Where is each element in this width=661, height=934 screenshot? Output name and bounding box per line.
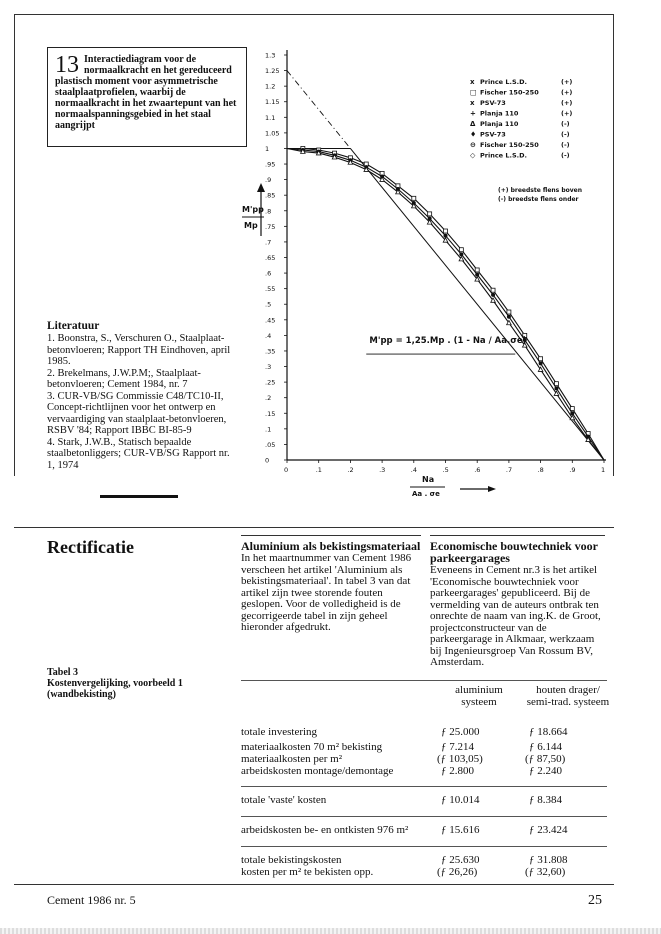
table-row-label: arbeidskosten be- en ontkisten 976 m² xyxy=(241,824,409,836)
article-parkeergarages-title: Economische bouwtechniek voor parkeergarages xyxy=(430,539,598,565)
y-tick-label: .75 xyxy=(265,222,276,231)
table-rule xyxy=(241,846,607,847)
data-point xyxy=(428,212,432,216)
legend-symbol: + xyxy=(470,109,476,118)
x-tick-label: .6 xyxy=(474,466,481,474)
table-cell: ƒ 6.144 xyxy=(529,741,562,753)
table-row-label: totale investering xyxy=(241,726,318,738)
y-tick-label: 1.05 xyxy=(265,129,280,138)
x-tick-label: .9 xyxy=(569,466,576,474)
literature-end-rule xyxy=(100,495,178,498)
y-tick-label: 1.2 xyxy=(265,82,276,91)
y-tick-label: .05 xyxy=(265,440,276,449)
footer-rule xyxy=(14,884,614,885)
reference-line-dashed xyxy=(287,71,350,149)
y-label-den: Mp xyxy=(244,221,258,230)
y-tick-label: .25 xyxy=(265,378,276,387)
y-tick-label: 0 xyxy=(265,456,270,465)
literature-item: 3. CUR-VB/SG Commissie C48/TC10-II, Concept-richtlijnen voor het ontwerp en vervaardiging van staalplaat-betonvloeren, RSBV '84; Rapport IBBC BI-85-9 xyxy=(47,390,227,436)
table-row-label: materiaalkosten per m² xyxy=(241,753,343,765)
frame-top-rule xyxy=(14,14,614,15)
y-tick-label: .2 xyxy=(265,394,272,403)
y-label-num: M'pp xyxy=(242,205,264,214)
legend-sign: (+) xyxy=(561,88,573,97)
y-tick-label: 1 xyxy=(265,144,270,153)
x-tick-label: .2 xyxy=(347,466,354,474)
y-arrow-head xyxy=(257,183,265,192)
column-rule xyxy=(430,535,605,536)
table-cell: ƒ 25.000 xyxy=(441,726,480,738)
y-tick-label: .8 xyxy=(265,207,272,216)
legend-label: Fischer 150-250 xyxy=(480,88,539,97)
y-tick-label: .7 xyxy=(265,238,272,247)
legend-sign: (+) xyxy=(561,109,573,118)
x-tick-label: 0 xyxy=(284,466,289,474)
formula: M'pp = 1,25.Mp . (1 - Na / Aa.σe) xyxy=(369,336,527,347)
y-tick-label: .5 xyxy=(265,300,272,309)
interaction-diagram xyxy=(240,40,610,510)
legend-label: Prince L.S.D. xyxy=(480,78,527,86)
article-aluminium-title: Aluminium als bekistingsmateriaal xyxy=(241,539,421,553)
data-point xyxy=(507,310,511,314)
literature-title: Literatuur xyxy=(47,320,100,332)
literature-item: 2. Brekelmans, J.W.P.M;, Staalplaat-betonvloeren; Cement 1984, nr. 7 xyxy=(47,367,201,390)
scan-edge xyxy=(0,928,661,934)
table-cell: ƒ 10.014 xyxy=(441,794,480,806)
rectificatie-title: Rectificatie xyxy=(47,537,134,557)
legend-label: PSV-73 xyxy=(480,130,506,139)
y-tick-label: .55 xyxy=(265,285,276,294)
legend-sign: (-) xyxy=(561,151,570,160)
data-point xyxy=(491,293,495,297)
y-tick-label: .9 xyxy=(265,176,272,185)
y-tick-label: .4 xyxy=(265,331,272,340)
table-cell: (ƒ 87,50) xyxy=(525,753,566,765)
data-point xyxy=(507,315,511,319)
legend-label: Prince L.S.D. xyxy=(480,151,527,160)
header-houten: houten drager/ semi-trad. systeem xyxy=(526,684,610,708)
y-tick-label: .6 xyxy=(265,269,272,278)
y-tick-label: .95 xyxy=(265,160,276,169)
table-row-label: arbeidskosten montage/demontage xyxy=(241,765,394,777)
legend-symbol: Δ xyxy=(470,120,476,128)
table-row-label: materiaalkosten 70 m² bekisting xyxy=(241,741,383,753)
legend-note: (-) breedste flens onder xyxy=(498,196,579,203)
table-top-rule xyxy=(241,680,607,681)
y-tick-label: .3 xyxy=(265,363,272,372)
article-aluminium-body: In het maartnummer van Cement 1986 verscheen het artikel 'Aluminium als bekistingsmateriaal'. In tabel 3 van dat artikel zijn twee storende fouten geslopen. Voor de volledigheid is de gecorrigeerde tabel in zijn geheel hieronder afgedrukt. xyxy=(241,552,412,633)
section-divider xyxy=(14,527,614,528)
y-tick-label: .1 xyxy=(265,425,272,434)
table-rule xyxy=(241,786,607,787)
figure-number: 13 xyxy=(55,52,79,78)
legend-symbol: ♦ xyxy=(470,130,477,139)
legend-sign: (+) xyxy=(561,99,573,107)
table-cell: ƒ 31.808 xyxy=(529,854,568,866)
x-tick-label: .7 xyxy=(505,466,513,474)
x-tick-label: 1 xyxy=(601,466,606,474)
literature-item: 1. Boonstra, S., Verschuren O., Staalplaat-betonvloeren; Rapport TH Eindhoven, april 1985. xyxy=(47,333,231,367)
y-tick-label: .15 xyxy=(265,409,276,418)
y-tick-label: .65 xyxy=(265,254,276,262)
x-label-den: Aa . σe xyxy=(412,490,440,498)
legend-sign: (-) xyxy=(561,141,570,149)
table-cell: ƒ 25.630 xyxy=(441,854,480,866)
frame-right-rule xyxy=(613,14,614,476)
y-tick-label: 1.3 xyxy=(265,51,276,60)
y-tick-label: .35 xyxy=(265,347,276,356)
table-cell: ƒ 23.424 xyxy=(529,824,568,836)
data-point xyxy=(412,196,416,200)
table-cell: ƒ 18.664 xyxy=(529,726,568,738)
x-tick-label: .3 xyxy=(379,466,386,474)
data-point xyxy=(475,268,479,272)
figure-caption-box xyxy=(47,47,247,147)
table-row-label: totale 'vaste' kosten xyxy=(241,794,327,806)
legend-label: Planja 110 xyxy=(480,109,519,118)
frame-left-rule xyxy=(14,14,15,476)
x-tick-label: .5 xyxy=(442,466,449,474)
legend-label: Fischer 150-250 xyxy=(480,141,539,149)
x-tick-label: .4 xyxy=(410,466,418,474)
data-point xyxy=(539,361,543,365)
legend-symbol: x xyxy=(470,78,475,86)
x-arrow-head xyxy=(488,486,496,492)
data-point xyxy=(554,382,558,386)
table-cell: ƒ 2.240 xyxy=(529,765,562,777)
legend-symbol: ◇ xyxy=(470,151,476,160)
journal-footer: Cement 1986 nr. 5 xyxy=(47,893,136,907)
table-cell: ƒ 2.800 xyxy=(441,765,474,777)
legend-label: Planja 110 xyxy=(480,120,519,128)
article-parkeergarages xyxy=(430,535,605,669)
article-aluminium xyxy=(241,535,421,634)
table-row-label: kosten per m² te bekisten opp. xyxy=(241,866,374,878)
table-row-label: totale bekistingskosten xyxy=(241,854,342,866)
table-cell: (ƒ 26,26) xyxy=(437,866,478,878)
x-tick-label: .1 xyxy=(315,466,322,474)
legend-label: PSV-73 xyxy=(480,99,506,107)
table-cell: ƒ 7.214 xyxy=(441,741,474,753)
data-point xyxy=(491,288,495,292)
data-point xyxy=(459,248,463,252)
column-rule xyxy=(241,535,421,536)
legend-sign: (-) xyxy=(561,130,570,139)
y-tick-label: .45 xyxy=(265,316,276,325)
legend-sign: (-) xyxy=(561,120,570,128)
data-point xyxy=(554,386,558,390)
data-point xyxy=(570,407,574,411)
legend-symbol: ⊖ xyxy=(470,141,476,149)
table-cell: (ƒ 103,05) xyxy=(437,753,483,765)
data-point xyxy=(539,357,543,361)
y-tick-label: 1.15 xyxy=(265,98,280,107)
x-label-num: Na xyxy=(422,475,435,484)
page-number: 25 xyxy=(588,893,602,908)
legend-note: (+) breedste flens boven xyxy=(498,187,583,194)
table-cell: ƒ 15.616 xyxy=(441,824,480,836)
article-parkeergarages-body: Eveneens in Cement nr.3 is het artikel 'Economische bouwtechniek voor parkeergarages' gepubliceerd. Bij de vermelding van de auteurs ontbrak ten onrechte de naam van ing.K. de Groot, projectconstructeur van de parkeergarage in Alkmaar, werkzaam bij Ingenieursgroep Van Rossum BV, Amsterdam. xyxy=(430,564,601,668)
x-tick-label: .8 xyxy=(537,466,544,474)
y-tick-label: 1.1 xyxy=(265,113,276,122)
cost-table xyxy=(241,680,610,880)
y-tick-label: .85 xyxy=(265,191,276,200)
table-caption: Tabel 3 Kostenvergelijking, voorbeeld 1 (wandbekisting) xyxy=(47,667,183,700)
legend-symbol: □ xyxy=(470,88,477,97)
table-cell: (ƒ 32,60) xyxy=(525,866,566,878)
legend-sign: (+) xyxy=(561,78,573,86)
table-cell: ƒ 8.384 xyxy=(529,794,562,806)
figure-caption: Interactiediagram voor de normaalkracht en het gereduceerd plastisch moment voor asymmetrische staalplaatprofielen, waarbij de normaalkracht in het zwaartepunt van het normaalspanningsgebied in het staal aangrijpt xyxy=(55,54,237,131)
data-point xyxy=(444,229,448,233)
y-tick-label: 1.25 xyxy=(265,67,280,76)
literature-item: 4. Stark, J.W.B., Statisch bepaalde staalbetonliggers; CUR-VB/SG Rapport nr. 1, 1974 xyxy=(47,436,230,471)
legend-symbol: x xyxy=(470,99,475,107)
header-aluminium: aluminium systeem xyxy=(455,684,503,708)
table-rule xyxy=(241,816,607,817)
literature-list xyxy=(47,333,235,471)
